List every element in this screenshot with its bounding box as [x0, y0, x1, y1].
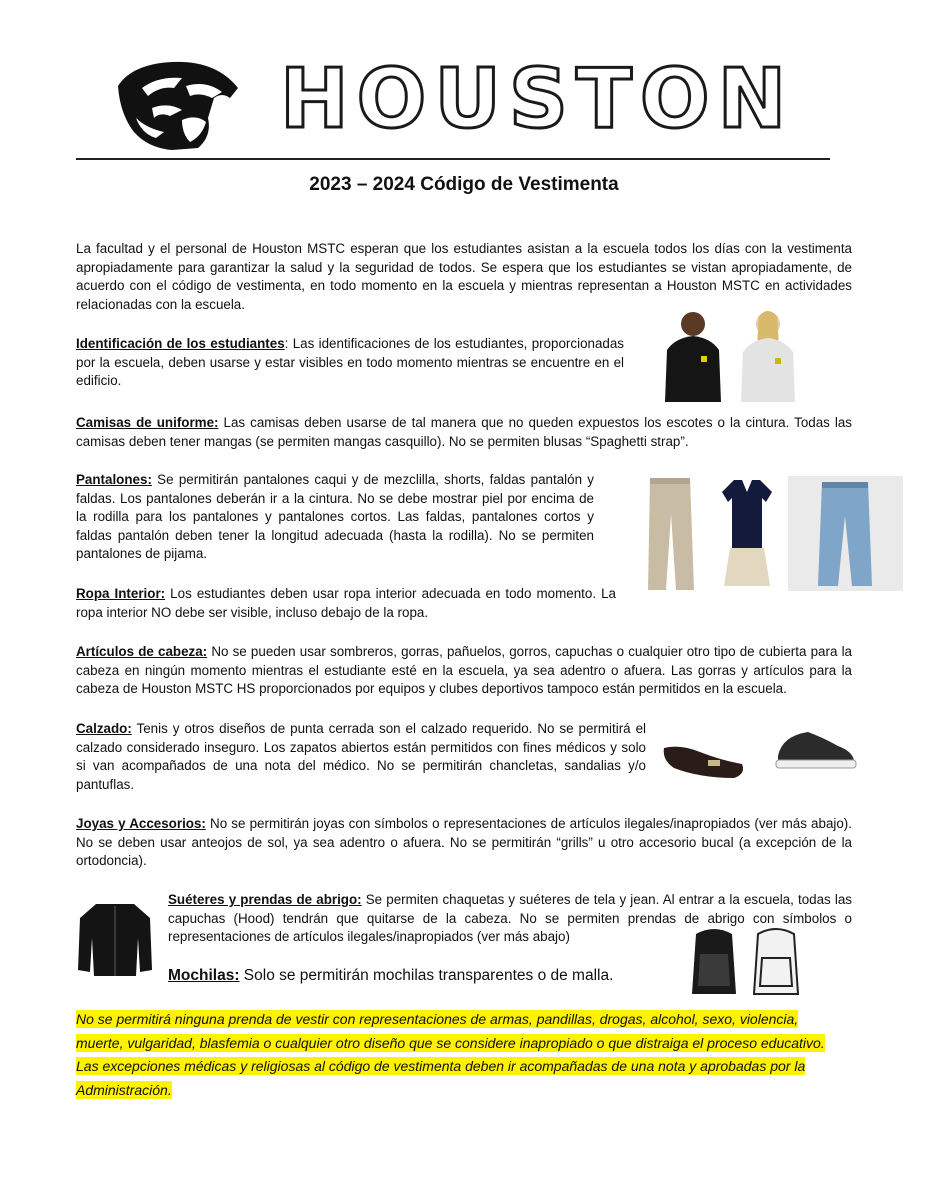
section-shirts	[76, 414, 852, 451]
notice-paragraph	[76, 1008, 846, 1102]
section-backpacks	[168, 966, 648, 986]
intro-paragraph: La facultad y el personal de Houston MSTC esperan que los estudiantes asistan a la escuela todos los días con la vestimenta apropiadamente para garantizar la salud y la seguridad de todos. Se espera que los estudiantes se vistan apropiadamente, de acuerdo con el código de vestimenta, en todo momento en la escuela y mientras representan a Houston MSTC en actividades relacionadas con la escuela.	[76, 241, 852, 312]
section-heading: Camisas de uniforme:	[76, 415, 219, 430]
section-text: Solo se permitirán mochilas transparentes o de malla.	[239, 967, 614, 984]
section-heading: Mochilas:	[168, 967, 240, 984]
section-pants	[76, 471, 594, 564]
section-text: : Las identificaciones de los estudiantes, proporcionadas por la escuela, deben usarse y estar visibles en todo momento mientras se encuentre en el edificio.	[76, 336, 624, 389]
section-footwear	[76, 720, 646, 794]
page-title: 2023 – 2024 Código de Vestimenta	[309, 174, 619, 195]
polo-skirt-photo	[716, 474, 778, 592]
uniform-polo-photo	[655, 306, 810, 402]
section-text: Se permitirán pantalones caqui y de mezclilla, shorts, faldas pantalón y faldas. Los pantalones deberán ir a la cintura. No se debe mostrar piel por encima de la rodilla para los pantalones y pantalones cortos. Las faldas, pantalones cortos y faldas pantalón deben tener la longitud adecuada (hasta la rodilla). No se permiten pantalones de pijama.	[76, 472, 594, 562]
jeans-photo	[788, 476, 903, 591]
tiger-head-icon	[112, 58, 242, 153]
section-heading: Calzado:	[76, 721, 132, 736]
section-heading: Pantalones:	[76, 472, 152, 487]
tiger-logo	[112, 58, 242, 153]
section-heading: Artículos de cabeza:	[76, 644, 208, 659]
section-heading: Joyas y Accesorios:	[76, 816, 206, 831]
khaki-pants-photo	[640, 474, 702, 592]
section-text: No se pueden usar sombreros, gorras, pañuelos, gorros, capuchas o cualquier otro tipo de cubierta para la cabeza en ningún momento mientras el estudiante esté en la escuela, ya sea adentro o afuera. Las gorras y artículos para la cabeza de Houston MSTC HS proporcionados por equipos y clubes deportivos tampoco están permitidos en la escuela.	[76, 644, 852, 697]
sneaker-photo	[772, 726, 858, 776]
mesh-backpack-photo	[686, 924, 742, 998]
section-text: Tenis y otros diseños de punta cerrada son el calzado requerido. No se permitirá el calzado considerado inseguro. Los zapatos abiertos están permitidos con fines médicos y solo si van acompañados de una nota del médico. No se permitirán chancletas, sandalias y/o pantuflas.	[76, 721, 646, 792]
section-headwear	[76, 643, 852, 699]
notice-text: No se permitirá ninguna prenda de vestir con representaciones de armas, pandillas, drogas, alcohol, sexo, violencia, muerte, vulgaridad, blasfemia o cualquier otro diseño que se considere inapropiado o que distraiga el proceso educativo. Las excepciones médicas y religiosas al código de vestimenta deben ir acompañadas de una nota y aprobadas por la Administración.	[76, 1011, 825, 1098]
section-jewelry	[76, 815, 852, 871]
school-name: HOUSTON	[280, 52, 795, 147]
section-text: No se permitirán joyas con símbolos o representaciones de artículos ilegales/inapropiados (ver más abajo). No se deben usar anteojos de sol, ya sea adentro o afuera. No se permitirán “grills” u otro accesorio bucal (a excepción de la ortodoncia).	[76, 816, 852, 869]
section-underwear	[76, 585, 616, 622]
section-id	[76, 335, 624, 391]
jacket-photo	[76, 898, 154, 978]
section-text: Las camisas deben usarse de tal manera que no queden expuestos los escotes o la cintura. Todas las camisas deben tener mangas (se permiten mangas casquillo). No se permiten blusas “Spaghetti strap”.	[76, 415, 852, 449]
header-divider	[76, 158, 830, 160]
section-text: Los estudiantes deben usar ropa interior adecuada en todo momento. La ropa interior NO debe ser visible, incluso debajo de la ropa.	[76, 586, 616, 620]
clear-backpack-photo	[748, 924, 804, 998]
section-heading: Suéteres y prendas de abrigo:	[168, 892, 362, 907]
flat-shoe-photo	[660, 730, 750, 785]
section-heading: Identificación de los estudiantes	[76, 336, 285, 351]
section-text: Se permiten chaquetas y suéteres de tela y jean. Al entrar a la escuela, todas las capuchas (Hood) tendrán que quitarse de la cabeza. No se permiten prendas de abrigo con símbolos o representaciones de artículos ilegales/inapropiados (ver más abajo)	[168, 892, 852, 945]
section-heading: Ropa Interior:	[76, 586, 166, 601]
